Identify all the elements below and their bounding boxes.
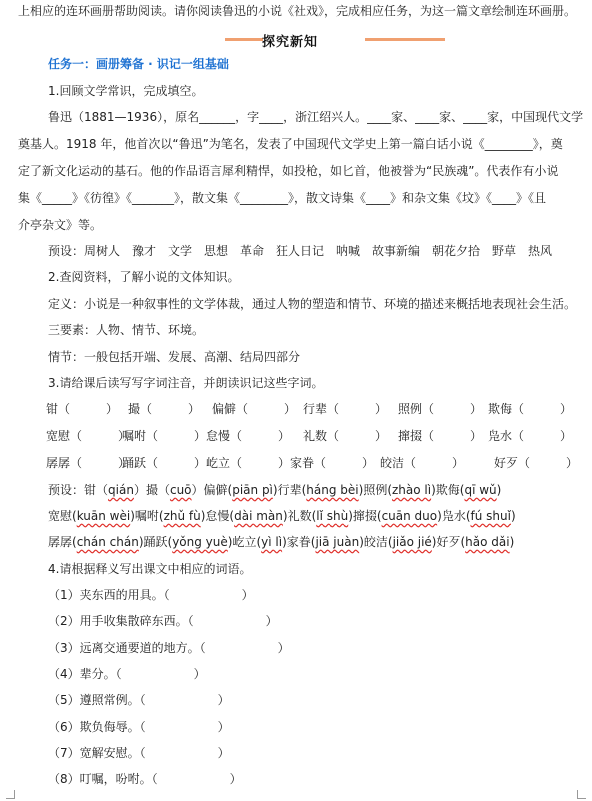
task-one-heading: 任务一：画册筹备 · 识记一组基础 [48,57,229,71]
q1-line-2: 奠基人。1918 年，他首次以“鲁迅”为笔名，发表了中国现代文学史上第一篇白话小说《________》，奠 [18,137,563,151]
q4-item: （5）遵照常例。（ ） [48,693,230,707]
q4-item: （3）远离交通要道的地方。（ ） [48,641,290,655]
page-corner-mark [6,790,15,799]
pinyin-annotation: piān pì [232,483,273,497]
q3-cell: 皎洁（ ） [380,456,465,470]
q3-cell: 礼数（ ） [303,429,388,443]
pinyin-annotation: jiǎo jié [392,535,432,549]
q3-preset-line-1: 预设：钳（qián）撮（cuō）偏僻(piān pì)行辈(háng bèi)照例(zhào lì)欺侮(qī wǔ) [48,483,502,497]
pinyin-annotation: lǐ shù [316,509,349,523]
q1-line-5: 介亭杂文》等。 [18,218,103,232]
q4-item: （7）宽解安慰。（ ） [48,746,230,760]
pinyin-annotation: háng bèi [306,483,359,497]
q3-cell: 屹立（ ） [206,456,291,470]
intro-text: 上相应的连环画册帮助阅读。请你阅读鲁迅的小说《社戏》，完成相应任务，为这一篇文章绘制连环画册。 [18,4,577,18]
q4-item: （6）欺负侮辱。（ ） [48,720,230,734]
pinyin-annotation: yǒng yuè [172,535,228,549]
q1-line-1: 鲁迅（1881—1936），原名______，字____，浙江绍兴人。____家、____家、____家，中国现代文学 [48,110,584,124]
q3-title: 3.请给课后读写写字词注音，并朗读识记这些字词。 [48,376,324,390]
q1-preset: 预设：周树人 豫才 文学 思想 革命 狂人日记 呐喊 故事新编 朝花夕拾 野草 热风 [48,244,553,258]
q2-elements: 三要素：人物、情节、环境。 [48,323,205,337]
pinyin-annotation: jiā juàn [315,535,360,549]
pinyin-annotation: cuān duo [381,509,438,523]
q1-line-4: 集《_____》《彷徨》《_______》，散文集《________》，散文诗集《____》和杂文集《坟》《____》《且 [18,191,547,205]
q3-cell: 好歹（ ） [494,456,579,470]
q3-cell: 照例（ ） [398,402,483,416]
section-title-decoration [225,32,445,48]
pinyin-annotation: zhǔ fù [163,509,201,523]
q2-title: 2.查阅资料，了解小说的文体知识。 [48,270,240,284]
q3-preset-line-3: 孱孱(chán chán)踊跃(yǒng yuè)屹立(yì lì)家眷(jiā juàn)皎洁(jiǎo jié)好歹(hǎo dǎi) [48,535,515,549]
pinyin-annotation: zhào lì [392,483,432,497]
pinyin-annotation: qī wǔ [464,483,497,497]
q3-cell: 家眷（ ） [290,456,375,470]
q3-cell: 撺掇（ ） [398,429,483,443]
q3-cell: 欺侮（ ） [488,402,573,416]
q4-item: （8）叮嘱，吩咐。（ ） [48,772,242,786]
q4-title: 4.请根据释义写出课文中相应的词语。 [48,562,252,576]
q3-cell: 偏僻（ ） [212,402,297,416]
pinyin-annotation: kuān wèi [76,509,131,523]
q3-cell: 行辈（ ） [303,402,388,416]
q2-definition: 定义：小说是一种叙事性的文学体裁，通过人物的塑造和情节、环境的描述来概括地表现社会生活。 [48,297,577,311]
q3-cell: 怠慢（ ） [206,429,291,443]
q3-cell: 孱孱（ ） [46,456,131,470]
pinyin-annotation: yì lì [261,535,283,549]
q4-item: （1）夹东西的用具。（ ） [48,588,254,602]
q3-cell: 撮（ ） [128,402,201,416]
pinyin-annotation: chán chán [76,535,139,549]
pinyin-annotation: qián [108,483,134,497]
q3-cell: 钳（ ） [46,402,119,416]
q4-item: （2）用手收集散碎东西。（ ） [48,614,278,628]
page-corner-mark [577,790,586,799]
section-title: 探究新知 [262,35,319,50]
pinyin-annotation: dài màn [234,509,283,523]
q2-plot: 情节：一般包括开端、发展、高潮、结局四部分 [48,350,301,364]
q3-cell: 凫水（ ） [488,429,573,443]
q3-preset-line-2: 宽慰(kuān wèi)嘱咐(zhǔ fù)怠慢(dài màn)礼数(lǐ shù)撺掇(cuān duo)凫水(fú shuǐ) [48,509,516,523]
q3-cell: 宽慰（ ） [46,429,131,443]
pinyin-annotation: cuō [169,483,192,497]
q1-title: 1.回顾文学常识，完成填空。 [48,84,204,98]
q4-item: （4）辈分。（ ） [48,667,206,681]
q1-line-3: 定了新文化运动的基石。他的作品语言犀利精悍，如投枪，如匕首，他被誉为“民族魂”。代表作有小说 [18,164,559,178]
q3-cell: 踊跃（ ） [122,456,207,470]
pinyin-annotation: fú shuǐ [470,509,511,523]
pinyin-annotation: hǎo dǎi [465,535,510,549]
q3-cell: 嘱咐（ ） [122,429,207,443]
